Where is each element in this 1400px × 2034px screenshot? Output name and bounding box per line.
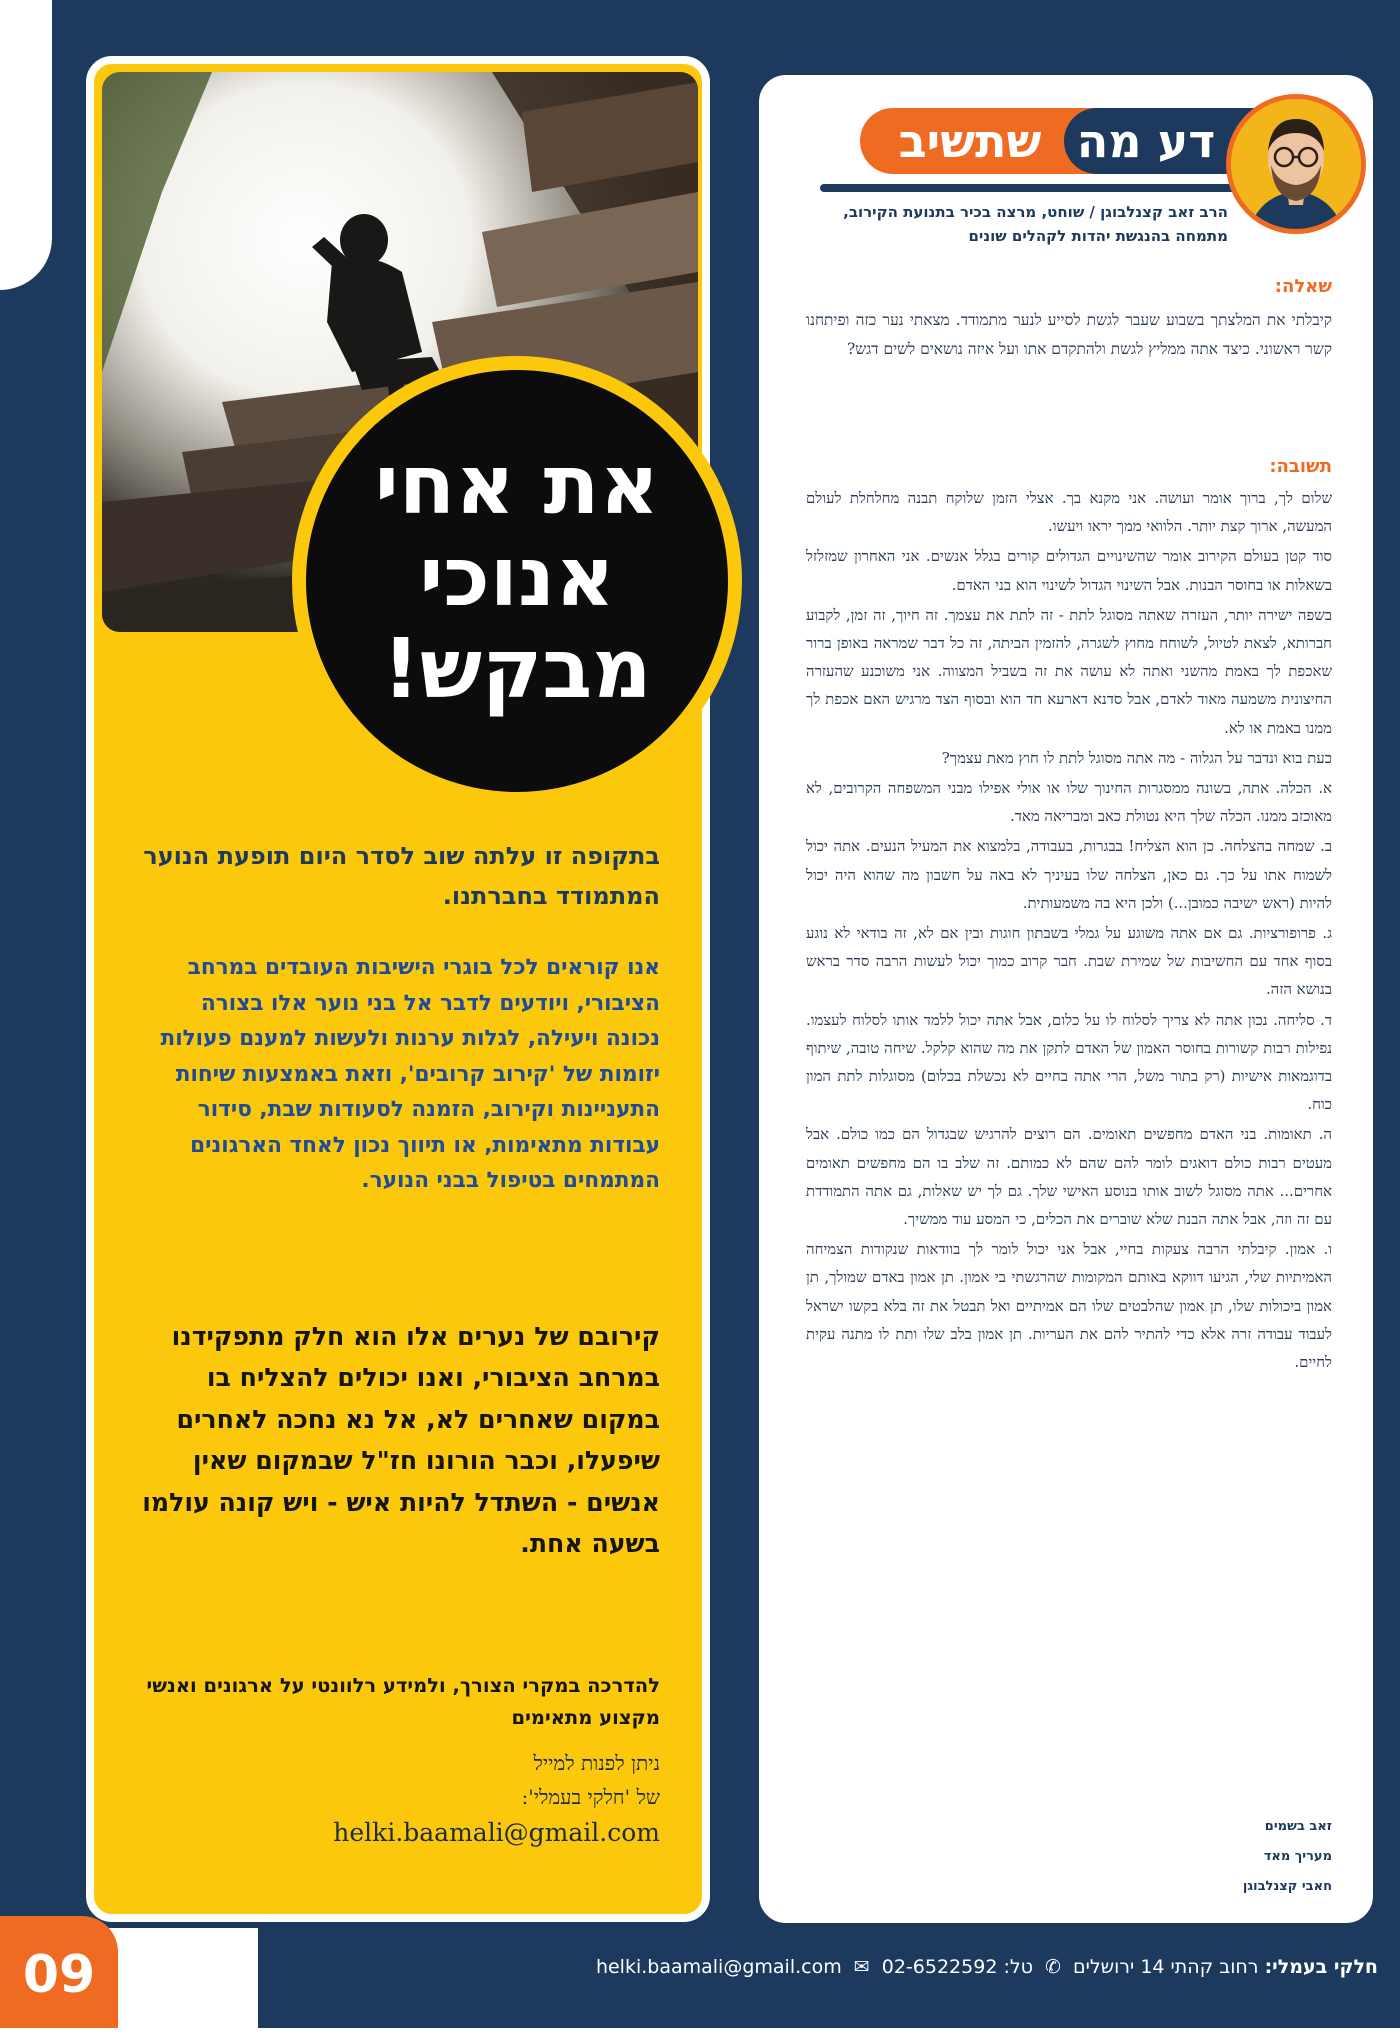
footer-email[interactable]: helki.baamali@gmail.com bbox=[595, 1956, 842, 1978]
answer-paragraph: ו. אמון. קיבלתי הרבה צעקות בחיי, אבל אני יכול לומר לך בוודאות שנקודות הצמיחה האמיתיות שלי, הגיעו דווקא באותם המקומות שהרגשתי בי אמון. תן אמון באדם שמולך, תן אמון ביכולות שלו, תן אמון שהלבטים שלו הם אמיתיים ואל תבטל את זה בלא בקשו ישראל לעבוד עבודה זרה אלא כדי להתיר להם את העריות. תן אמון בלב שלו ותת לו מתנה עקית לחיים. bbox=[806, 1240, 1332, 1372]
author-avatar bbox=[1226, 94, 1366, 234]
feature-headline: את אחי אנוכי מבקש! bbox=[374, 438, 660, 717]
feature-intro: בתקופה זו עלתה שוב לסדר היום תופעת הנוער המתמודד בחברתנו. bbox=[143, 842, 660, 910]
answer-paragraph: סוד קטן בעולם הקירוב אומר שהשינויים הגדולים קורים בגלל אנשים. אני האחרון שמזלזל בשאלות או בחוסר הבנות. אבל השינוי הגדול לשינוי הוא בני האדם. bbox=[806, 547, 1332, 594]
question-label: שאלה: bbox=[1274, 276, 1332, 297]
footer-address: רחוב קהתי 14 ירושלים bbox=[1073, 1956, 1259, 1978]
question-text: קיבלתי את המלצתך בשבוע שעבר לגשת לסייע לנער מתמודד. מצאתי נער כזה ופיתחנו קשר ראשוני. כיצד אתה ממליץ לגשת ולהתקדם אתו ועל איזה נושאים לשים דגש? bbox=[806, 311, 1332, 358]
feature-contact-line-1: ניתן לפנות למייל bbox=[533, 1751, 660, 1775]
answer-paragraph: שלום לך, ברוך אומר ועושה. אני מקנא בך. אצלי הזמן שלוקח תבנה מחלחלת לעולם המעשה, ארוך קצת יותר. הלוואי ממך יראו ויעשו. bbox=[806, 489, 1332, 536]
signoff-line: חאבי קצנלבוגן bbox=[1242, 1879, 1332, 1894]
author-byline: הרב זאב קצנלבוגן / שוחט, מרצה בכיר בתנועת הקירוב, מתמחה בהנגשת יהדות לקהלים שונים bbox=[843, 203, 1228, 245]
feature-contact-line-2: של 'חלקי בעמלי': bbox=[521, 1785, 660, 1809]
title-underline bbox=[820, 184, 1240, 192]
answer-paragraph: ג. פרופורציות. גם אם אתה משוגע על גמלי בשבתון חוגות ובין אם לא, זה בודאי לא נוגע בסוף אחד עם החשיבות של שמירת שבת. חבר קרוב כמוך יכול לעשות הרבה סדר בראש בנושא הזה. bbox=[806, 924, 1332, 999]
answer-paragraph: כעת בוא ונדבר על הגלוה - מה אתה מסוגל לתת לו חוץ מאת עצמך? bbox=[941, 748, 1332, 767]
answer-body bbox=[806, 484, 1332, 1378]
feature-guidance: להדרכה במקרי הצורך, ולמידע רלוונטי על ארגונים ואנשי מקצוע מתאימים bbox=[146, 1674, 660, 1729]
phone-icon: ✆ bbox=[1045, 1956, 1061, 1978]
signoff-line: מעריך מאד bbox=[1263, 1849, 1332, 1864]
footer-brand: חלקי בעמלי: bbox=[1264, 1956, 1378, 1978]
mail-icon: ✉ bbox=[853, 1956, 870, 1978]
answer-label: תשובה: bbox=[1269, 456, 1332, 477]
answer-paragraph: ב. שמחה בהצלחה. כן הוא הצליח! בבגרות, בעבודה, בלמצוא את המעיל הנעים. אתה יכול לשמוח אתו על כך. גם כאן, הצלחה שלו בעיניך לא באה על חשבון מה שהוא היה יכול להיות (ראש ישיבה כמובן...) ולכן היא בה משמעותית. bbox=[806, 837, 1332, 912]
feature-call-to-action: אנו קוראים לכל בוגרי הישיבות העובדים במרחב הציבורי, ויודעים לדבר אל בני נוער אלו בצורה נכונה ויעילה, לגלות ערנות ולעשות למענם פעולות יזומות של 'קירוב קרובים', וזאת באמצעות שיחות התעניינות וקירוב, הזמנה לסעודות שבת, סידור עבודות מתאימות, או תיווך נכון לאחד הארגונים המתמחים בטיפול בבני הנוער. bbox=[160, 955, 660, 1193]
column-title-part-2: שתשיב bbox=[898, 114, 1042, 168]
answer-paragraph: ה. תאומות. בני האדם מחפשים תאומים. הם רוצים להרגיש שבגדול הם כמו כולם. אבל מעטים רבות כולם דואגים לומר להם שהם לא כמותם. זה שלב בו הם מחפשים תאומים אחרים... אתה מסוגל לשוב אותו בנוסע האישי שלך. גם לך יש שאלות, גם אתה התמודדת עם זה וזה, אבל אתה הבנת שלא שוברים את הכלים, כי המסע עוד ממשיך. bbox=[806, 1125, 1332, 1229]
feature-email-link[interactable]: helki.baamali@gmail.com bbox=[333, 1818, 660, 1847]
footer-phone[interactable]: 02-6522592 bbox=[881, 1956, 998, 1978]
answer-paragraph: בשפה ישירה יותר, העזרה שאתה מסוגל לתת - זה לתת את עצמך. זה חיוך, זה זמן, לקבוע חברותא, לצאת לטיול, לשוחח מחוץ לשגרה, להזמין הביתה, זה כל דבר שמראה באופן ברור שאכפת לך באמת מהשני ואתה לא עושה את זה בשביל המצווה. אני משוכנע שהעזרה החיצונית משמעה מאוד לאדם, אבל סדנא דארעא חד הוא ובסוף הצד מרגיש האם אכפת לך ממנו באמת או לא. bbox=[806, 605, 1332, 737]
page-footer bbox=[420, 1949, 1378, 1985]
footer-phone-label: טל: bbox=[1003, 1956, 1033, 1978]
signoff bbox=[806, 1812, 1332, 1902]
frame-corner-decoration bbox=[0, 0, 52, 290]
column-title-part-1: דע מה bbox=[1076, 114, 1216, 168]
signoff-line: זאב בשמים bbox=[1264, 1819, 1332, 1834]
feature-bold-paragraph: קירובם של נערים אלו הוא חלק מתפקידנו במרחב הציבורי, ואנו יכולים להצליח בו במקום שאחרים לא, אל נא נחכה לאחרים שיפעלו, וכבר הורונו חז"ל שבמקום שאין אנשים - השתדל להיות איש - ויש קונה עולמו בשעה אחת. bbox=[142, 1322, 660, 1559]
answer-paragraph: א. הכלה. אתה, בשונה ממסגרות החינוך שלו או אולי אפילו מבני המשפחה הקרובים, לא מאוכזב ממנו. הכלה שלך היא נטולת כאב ומבריאה מאד. bbox=[806, 779, 1332, 826]
author-portrait-icon bbox=[1231, 99, 1361, 229]
answer-paragraph: ד. סליחה. נכון אתה לא צריך לסלוח לו על כלום, אבל אתה יכול ללמד אותו לסלוח לעצמו. נפילות רבות קשורות בחוסר האמון של האדם לתקן את מה שהוא קלקל. שיחה טובה, שיתוף בדוגמאות אישיות (רק בתור משל, הרי אתה בחיים לא נכשלת בכלום) מסוגלות לתת המון כוח. bbox=[806, 1010, 1332, 1114]
page-number: 09 bbox=[22, 1945, 96, 2005]
